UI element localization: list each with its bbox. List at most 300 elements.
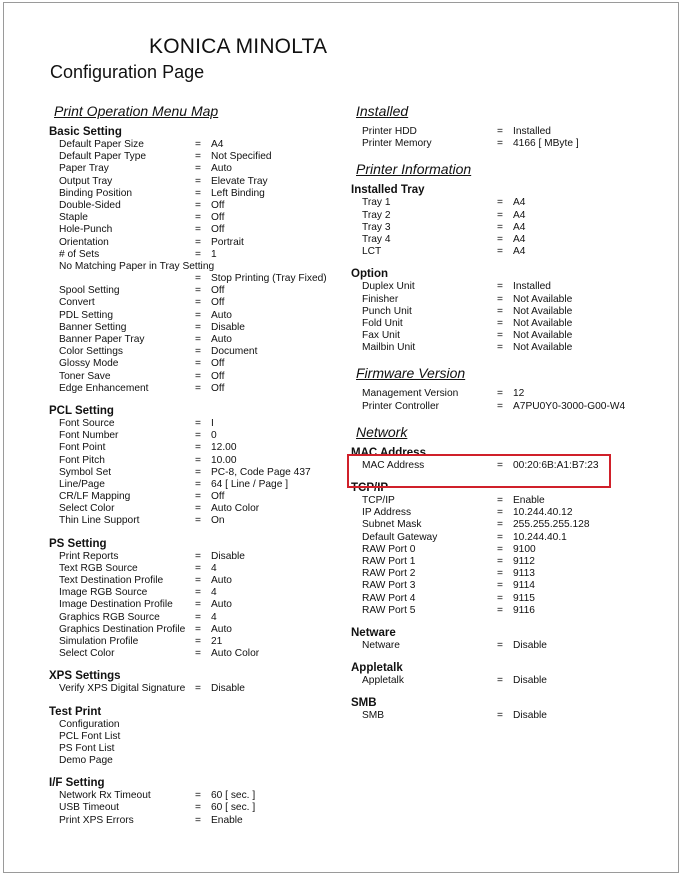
setting-key: Double-Sided (59, 199, 121, 211)
setting-row-printer-memory (351, 138, 671, 150)
setting-value: Elevate Tray (211, 175, 268, 187)
setting-row-netware (351, 640, 671, 652)
setting-key: TCP/IP (362, 495, 395, 506)
setting-value: Off (211, 370, 225, 382)
setting-row-ip-address (351, 507, 671, 519)
equals-sign: = (195, 802, 201, 814)
setting-value: Off (211, 285, 225, 297)
setting-value: 9100 (513, 543, 536, 555)
setting-key: RAW Port 2 (362, 568, 416, 580)
setting-key: Banner Setting (59, 321, 127, 333)
equals-sign: = (497, 281, 503, 293)
setting-key: Font Pitch (59, 454, 105, 466)
setting-key: Graphics RGB Source (59, 611, 160, 623)
setting-row-fax-unit (351, 330, 671, 342)
equals-sign: = (195, 454, 201, 466)
setting-row-tray-2 (351, 210, 671, 222)
setting-value: I (211, 417, 214, 429)
equals-sign: = (195, 224, 201, 236)
setting-key: Mailbin Unit (362, 342, 416, 354)
equals-sign: = (195, 491, 201, 503)
equals-sign: = (195, 187, 201, 199)
setting-row-tray-1 (351, 197, 671, 209)
equals-sign: = (497, 604, 503, 616)
setting-value: A4 (513, 209, 526, 221)
setting-value: 4166 [ MByte ] (513, 138, 579, 150)
setting-row-color-settings (49, 346, 349, 358)
setting-key: Default Paper Size (59, 139, 144, 150)
mac-address-highlight (347, 454, 611, 488)
equals-sign: = (497, 138, 503, 150)
setting-value: Installed (513, 126, 551, 137)
equals-sign: = (195, 562, 201, 574)
setting-row-no-matching-paper-in-tray-setting (49, 261, 349, 273)
setting-row-paper-tray (49, 163, 349, 175)
setting-key: CR/LF Mapping (59, 491, 131, 503)
group-rows (49, 719, 349, 768)
setting-value: A4 (513, 246, 526, 258)
setting-key: Spool Setting (59, 285, 120, 297)
setting-value: Auto (211, 309, 232, 321)
section-title-printer-information: Printer Information (356, 161, 472, 178)
setting-key: Font Point (59, 442, 106, 454)
setting-row-text-destination-profile (49, 575, 349, 587)
setting-key: IP Address (362, 507, 412, 519)
setting-row-toner-save (49, 371, 349, 383)
setting-row-lct (351, 246, 671, 258)
setting-row-punch-unit (351, 306, 671, 318)
setting-row-output-tray (49, 176, 349, 188)
left-column (49, 102, 349, 837)
setting-key: # of Sets (59, 248, 100, 260)
setting-row-printer-hdd (351, 126, 671, 138)
setting-row-of-sets (49, 249, 349, 261)
setting-value: 9112 (513, 555, 535, 567)
setting-value: On (211, 515, 225, 527)
setting-key: Fold Unit (362, 317, 403, 329)
setting-row-glossy-mode (49, 358, 349, 370)
setting-value: A4 (211, 139, 224, 150)
brand-name: KONICA MINOLTA (149, 35, 328, 58)
setting-key: Tray 1 (362, 197, 391, 209)
setting-key: Duplex Unit (362, 281, 415, 293)
group-rows (351, 126, 671, 150)
setting-key: Subnet Mask (362, 519, 422, 531)
group-rows (351, 495, 671, 617)
setting-value: A4 (513, 221, 526, 233)
setting-row-simulation-profile (49, 636, 349, 648)
group-rows (49, 683, 349, 695)
setting-row-font-pitch (49, 455, 349, 467)
equals-sign: = (497, 388, 503, 400)
setting-row-edge-enhancement (49, 383, 349, 395)
setting-value: Document (211, 346, 258, 358)
setting-row-verify-xps-digital-signature (49, 683, 349, 695)
setting-key: Appletalk (362, 675, 404, 687)
equals-sign: = (497, 531, 503, 543)
setting-value: 60 [ sec. ] (211, 790, 256, 802)
setting-value: 00:20:6B:A1:B7:23 (513, 459, 599, 471)
setting-row-banner-paper-tray (49, 334, 349, 346)
equals-sign: = (497, 459, 503, 471)
setting-value: Off (211, 382, 225, 394)
setting-key: Banner Paper Tray (59, 334, 145, 345)
setting-row-binding-position (49, 188, 349, 200)
group-rows (49, 790, 349, 827)
equals-sign: = (195, 139, 201, 150)
setting-key: Network Rx Timeout (59, 790, 151, 802)
setting-row-raw-port-2 (351, 568, 671, 580)
setting-key: Orientation (59, 236, 109, 248)
setting-value: Auto (211, 623, 232, 635)
setting-row-font-point (49, 442, 349, 454)
equals-sign: = (497, 221, 503, 233)
setting-value: 10.00 (211, 454, 237, 466)
setting-key: RAW Port 1 (362, 555, 416, 567)
setting-key: Toner Save (59, 370, 111, 382)
equals-sign: = (195, 814, 201, 826)
group-rows (351, 388, 671, 412)
setting-row-usb-timeout (49, 802, 349, 814)
setting-row-select-color (49, 503, 349, 515)
setting-key: Simulation Profile (59, 635, 139, 647)
setting-row-thin-line-support (49, 515, 349, 527)
setting-value: Not Available (513, 305, 573, 317)
setting-row-text-rgb-source (49, 563, 349, 575)
group-rows (351, 640, 671, 652)
setting-value: Auto Color (211, 503, 260, 515)
equals-sign: = (497, 197, 503, 209)
equals-sign: = (195, 248, 201, 260)
setting-key: Print XPS Errors (59, 814, 134, 826)
equals-sign: = (497, 580, 503, 592)
equals-sign: = (195, 151, 201, 163)
setting-value: Disable (211, 683, 245, 695)
section-title-network: Network (356, 423, 408, 440)
setting-value: 4 (211, 587, 217, 599)
equals-sign: = (497, 342, 503, 354)
group-title-basic-setting: Basic Setting (49, 126, 122, 138)
setting-row-management-version (351, 388, 671, 400)
group-title-option: Option (351, 268, 389, 281)
setting-row-tcp-ip (351, 495, 671, 507)
setting-value: Not Available (513, 293, 573, 305)
setting-value: Disable (513, 639, 547, 651)
setting-key: RAW Port 4 (362, 592, 416, 604)
equals-sign: = (195, 285, 201, 297)
setting-key: USB Timeout (59, 802, 120, 814)
group-rows (351, 281, 671, 354)
setting-key: Configuration (59, 718, 120, 730)
equals-sign: = (195, 466, 201, 478)
setting-key: Image Destination Profile (59, 599, 173, 611)
group-rows (351, 710, 671, 722)
setting-value: 9115 (513, 592, 535, 604)
equals-sign: = (195, 236, 201, 248)
setting-row-subnet-mask (351, 519, 671, 531)
setting-key: RAW Port 5 (362, 604, 416, 616)
equals-sign: = (497, 293, 503, 305)
right-column (351, 102, 671, 732)
equals-sign: = (195, 163, 201, 175)
setting-key: Text RGB Source (59, 562, 138, 574)
equals-sign: = (497, 126, 503, 137)
setting-value: 64 [ Line / Page ] (211, 478, 289, 490)
setting-key: Hole-Punch (59, 224, 113, 236)
equals-sign: = (195, 309, 201, 321)
setting-row-spool-setting (49, 285, 349, 297)
setting-value: 10.244.40.1 (513, 531, 567, 543)
setting-row-appletalk (351, 675, 671, 687)
group-title-pcl-setting: PCL Setting (49, 404, 114, 417)
group-title-installed-tray: Installed Tray (351, 184, 425, 197)
setting-key: Printer Controller (362, 400, 439, 412)
setting-value: A4 (513, 233, 526, 245)
equals-sign: = (195, 587, 201, 599)
equals-sign: = (497, 330, 503, 342)
equals-sign: = (195, 683, 201, 695)
setting-value: Not Available (513, 317, 573, 329)
setting-key: Finisher (362, 293, 399, 305)
setting-value: Auto (211, 599, 232, 611)
setting-value: Disable (211, 550, 245, 562)
setting-value: PC-8, Code Page 437 (211, 466, 311, 478)
setting-row-raw-port-3 (351, 580, 671, 592)
setting-key: Tray 4 (362, 233, 391, 245)
equals-sign: = (497, 246, 503, 258)
group-title-i-f-setting: I/F Setting (49, 777, 105, 790)
setting-value: Auto (211, 334, 232, 345)
setting-key: LCT (362, 246, 382, 258)
setting-row-image-destination-profile (49, 599, 349, 611)
setting-key: Select Color (59, 503, 115, 515)
setting-key: Binding Position (59, 187, 133, 199)
setting-row-image-rgb-source (49, 587, 349, 599)
equals-sign: = (195, 212, 201, 224)
setting-value: 21 (211, 635, 223, 647)
setting-key: Default Gateway (362, 531, 438, 543)
equals-sign: = (497, 495, 503, 506)
group-title-appletalk: Appletalk (351, 662, 403, 675)
setting-row-orientation (49, 237, 349, 249)
setting-key: Graphics Destination Profile (59, 623, 186, 635)
setting-key: Convert (59, 297, 95, 309)
equals-sign: = (195, 648, 201, 660)
setting-value: Auto (211, 575, 232, 586)
setting-key: Management Version (362, 388, 459, 400)
equals-sign: = (497, 543, 503, 555)
setting-key: Fax Unit (362, 330, 400, 342)
group-title-xps-settings: XPS Settings (49, 670, 121, 683)
setting-key: Symbol Set (59, 466, 112, 478)
setting-key: Line/Page (59, 478, 105, 490)
equals-sign: = (195, 382, 201, 394)
group-title-test-print: Test Print (49, 705, 102, 718)
setting-value: 4 (211, 562, 217, 574)
setting-row-cr-lf-mapping (49, 491, 349, 503)
equals-sign: = (195, 599, 201, 611)
equals-sign: = (195, 575, 201, 586)
setting-row-ps-font-list (49, 743, 349, 755)
setting-value: Off (211, 212, 225, 224)
setting-row-finisher (351, 294, 671, 306)
setting-row-configuration (49, 719, 349, 731)
setting-value: 1 (211, 248, 217, 260)
equals-sign: = (195, 273, 201, 285)
setting-key: Printer Memory (362, 138, 432, 150)
setting-key: Demo Page (59, 755, 113, 767)
group-rows (351, 197, 671, 258)
setting-value: Not Available (513, 342, 573, 354)
setting-row-network-rx-timeout (49, 790, 349, 802)
setting-row-double-sided (49, 200, 349, 212)
setting-key: Print Reports (59, 550, 119, 562)
setting-row-select-color (49, 648, 349, 660)
setting-row-symbol-set (49, 467, 349, 479)
setting-key: Tray 2 (362, 209, 391, 221)
setting-key: Font Number (59, 430, 119, 442)
setting-key: Thin Line Support (59, 515, 140, 527)
equals-sign: = (195, 790, 201, 802)
equals-sign: = (195, 515, 201, 527)
equals-sign: = (497, 519, 503, 531)
setting-row-mailbin-unit (351, 342, 671, 354)
setting-value: Off (211, 297, 225, 309)
setting-value: A7PU0Y0-3000-G00-W4 (513, 400, 626, 412)
equals-sign: = (497, 592, 503, 604)
setting-value: Off (211, 358, 225, 370)
equals-sign: = (195, 623, 201, 635)
equals-sign: = (195, 478, 201, 490)
setting-value: 9116 (513, 604, 535, 616)
equals-sign: = (195, 635, 201, 647)
setting-key: Tray 3 (362, 221, 391, 233)
setting-key: Edge Enhancement (59, 382, 149, 394)
equals-sign: = (195, 611, 201, 623)
setting-value: Not Specified (211, 151, 272, 163)
setting-row-fold-unit (351, 318, 671, 330)
setting-row-graphics-rgb-source (49, 612, 349, 624)
equals-sign: = (195, 346, 201, 358)
equals-sign: = (195, 370, 201, 382)
setting-key: Output Tray (59, 175, 113, 187)
equals-sign: = (195, 417, 201, 429)
setting-row-font-source (49, 418, 349, 430)
equals-sign: = (497, 710, 503, 722)
setting-row-convert (49, 297, 349, 309)
group-rows (49, 139, 349, 395)
equals-sign: = (195, 199, 201, 211)
setting-row-staple (49, 212, 349, 224)
setting-key: Color Settings (59, 346, 123, 358)
setting-value: Enable (513, 495, 545, 506)
setting-value: Portrait (211, 236, 244, 248)
equals-sign: = (195, 321, 201, 333)
group-title-netware: Netware (351, 626, 396, 639)
setting-value: 4 (211, 611, 217, 623)
setting-row-hole-punch (49, 224, 349, 236)
setting-row-tray-4 (351, 234, 671, 246)
setting-key: Glossy Mode (59, 358, 119, 370)
setting-value: Disable (513, 710, 547, 722)
setting-value: Off (211, 199, 225, 211)
setting-value: Auto Color (211, 648, 260, 660)
setting-row-tray-3 (351, 222, 671, 234)
setting-row-raw-port-1 (351, 556, 671, 568)
setting-key: PCL Font List (59, 730, 121, 742)
setting-key: No Matching Paper in Tray Setting (59, 260, 215, 272)
setting-value: Not Available (513, 330, 573, 342)
equals-sign: = (195, 503, 201, 515)
setting-key: PS Font List (59, 742, 115, 754)
setting-value: Auto (211, 163, 232, 175)
setting-row (49, 273, 349, 285)
setting-row-default-paper-size (49, 139, 349, 151)
setting-value: Enable (211, 814, 243, 826)
setting-key: Text Destination Profile (59, 575, 164, 586)
setting-key: Staple (59, 212, 88, 224)
page-title: Configuration Page (50, 62, 205, 82)
setting-key: Verify XPS Digital Signature (59, 683, 186, 695)
equals-sign: = (195, 430, 201, 442)
setting-row-raw-port-0 (351, 544, 671, 556)
setting-row-default-gateway (351, 532, 671, 544)
section-title-print-operation-menu-map: Print Operation Menu Map (54, 103, 219, 119)
setting-row-pcl-font-list (49, 731, 349, 743)
setting-key: Font Source (59, 417, 115, 429)
equals-sign: = (195, 175, 201, 187)
equals-sign: = (497, 675, 503, 687)
group-rows (351, 675, 671, 687)
setting-row-raw-port-4 (351, 593, 671, 605)
group-title-tcp-ip: TCP/IP (351, 482, 389, 494)
setting-key: Paper Tray (59, 163, 109, 175)
equals-sign: = (497, 233, 503, 245)
setting-key: SMB (362, 710, 385, 722)
setting-key (49, 273, 195, 285)
equals-sign: = (497, 209, 503, 221)
setting-row-font-number (49, 430, 349, 442)
setting-row-default-paper-type (49, 151, 349, 163)
setting-key: RAW Port 3 (362, 580, 416, 592)
setting-value: Off (211, 224, 225, 236)
setting-value: 12.00 (211, 442, 237, 454)
setting-key: Image RGB Source (59, 587, 148, 599)
setting-value: 9114 (513, 580, 535, 592)
setting-value: 0 (211, 430, 217, 442)
setting-value: Stop Printing (Tray Fixed) (211, 273, 327, 285)
equals-sign: = (497, 507, 503, 519)
setting-row-print-xps-errors (49, 815, 349, 827)
setting-value: Left Binding (211, 187, 265, 199)
setting-row-smb (351, 710, 671, 722)
setting-key: Punch Unit (362, 305, 412, 317)
equals-sign: = (497, 305, 503, 317)
setting-key: MAC Address (362, 459, 425, 471)
setting-value: 12 (513, 388, 525, 400)
equals-sign: = (497, 639, 503, 651)
setting-value: 255.255.255.128 (513, 519, 590, 531)
setting-value: 10.244.40.12 (513, 507, 573, 519)
setting-key: Default Paper Type (59, 151, 147, 163)
setting-key: Select Color (59, 648, 115, 660)
equals-sign: = (195, 334, 201, 345)
setting-value: A4 (513, 197, 526, 209)
setting-key: Printer HDD (362, 126, 417, 137)
group-rows (49, 551, 349, 661)
setting-row-demo-page (49, 755, 349, 767)
setting-value: Disable (513, 675, 547, 687)
